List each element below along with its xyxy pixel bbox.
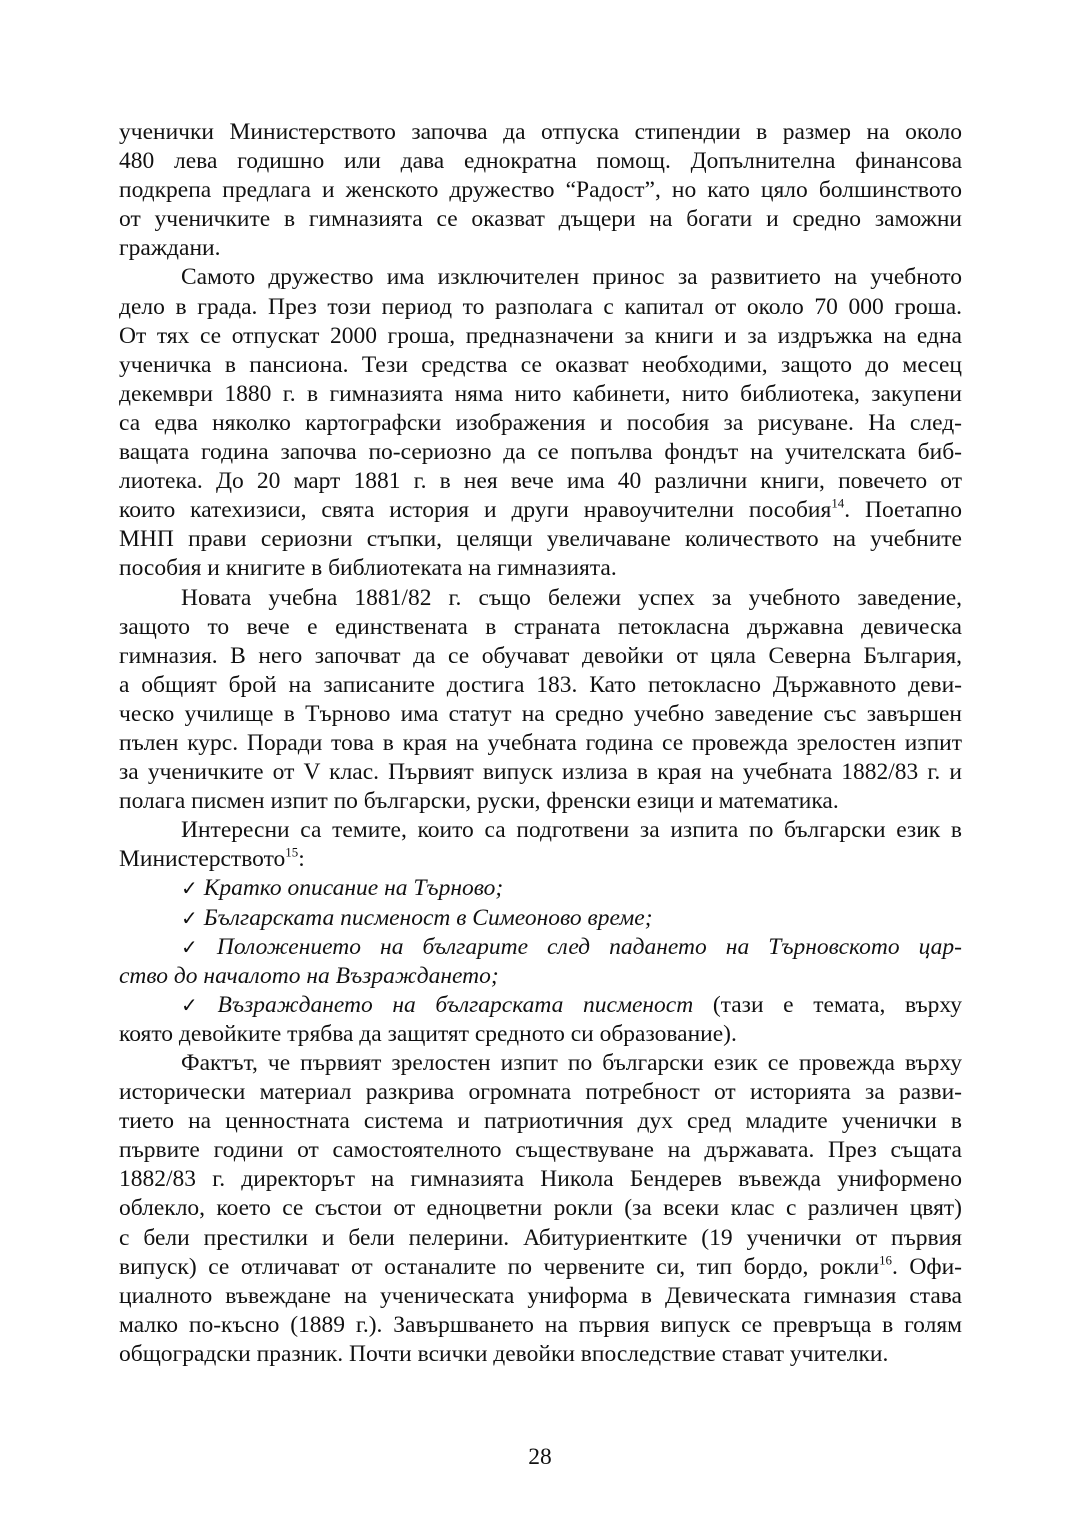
text-line: с бели престилки и бели пелерини. Абитуриентките (19 ученички от първия [119,1224,962,1251]
text-line: Фактът, че първият зрелостен изпит по български език се провежда върху [181,1050,962,1076]
text-line: ческо училище в Търново има статут на средно учебно заведение със завършен [119,700,962,727]
text-line: малко по-късно (1889 г.). Завършването на първия випуск се превръща в голям [119,1311,962,1338]
text-line: циалното въвеждане на ученическата униформа в Девическата гимназия става [119,1282,962,1309]
exam-topic-item [119,933,962,962]
text-line: МНП прави сериозни стъпки, целящи увеличаване количеството на учебните [119,526,962,553]
text-line: пълен курс. Поради това в края на учебната година се провежда зрелостен изпит [119,729,962,756]
line-text: . Офи- [892,1253,962,1280]
text-line: облекло, което се състои от едноцветни рокли (за всеки клас с различен цвят) [119,1195,962,1222]
page-number: 28 [528,1444,552,1470]
line-text: Министерството [119,846,286,873]
paragraph-4 [119,816,962,874]
text-line [119,496,962,525]
text-line: от ученичките в гимназията се оказват дъщери на богати и средно заможни [119,206,962,233]
checkmark-icon: ✓ [181,992,212,1017]
text-line: гимназия. В него започват да се обучават девойки от цяла Северна България, [119,642,962,669]
exam-topic-item [119,904,962,933]
paragraph-5 [119,1049,962,1369]
text-line: ученички Министерството започва да отпуска стипендии в размер на около [119,119,962,145]
text-line: граждани. [119,235,221,262]
text-line: Интересни са темите, които са подготвени за изпита по български език в [181,817,962,844]
text-line: ващата година започва по-сериозно да се попълва фондът на учителската биб- [119,439,962,466]
exam-topics-list [119,874,962,1049]
exam-topic-item-continuation: която девойките трябва да защитят средното си образование). [119,1020,737,1047]
text-line: тието на ценностната система и патриотичния дух сред младите ученички в [119,1108,962,1135]
text-line: полага писмен изпит по български, руски, френски езици и математика. [119,788,839,815]
text-line: исторически материал разкрива огромната потребност от историята за разви- [119,1079,962,1106]
checkmark-icon: ✓ [181,905,198,930]
text-line: 480 лева годишно или дава еднократна помощ. Допълнителна финансова [119,148,962,175]
checkmark-icon: ✓ [181,934,211,959]
text-line: за ученичките от V клас. Първият випуск излиза в края на учебната 1882/83 г. и [119,759,962,786]
line-text: випуск) се отличават от останалите по червените си, тип бордо, рокли [119,1253,880,1280]
topic-text: Българската писменост в Симеоново време; [203,904,653,931]
text-line: 1882/83 г. директорът на гимназията Никола Бендерев въвежда униформено [119,1166,962,1193]
text-line: лиотека. До 20 март 1881 г. в нея вече има 40 различни книги, повечето от [119,468,962,495]
topic-text: Възраждането на българската писменост [217,991,694,1018]
paragraph-2 [119,263,962,583]
footnote-ref-14[interactable]: 14 [831,495,845,511]
topic-text: Положението на българите след падането на Търновското цар- [216,933,962,960]
text-line: Новата учебна 1881/82 г. също бележи успех за учебното заведение, [181,584,962,611]
text-line: защото то вече е единствената в страната петокласна държавна девическа [119,613,962,640]
text-line: дело в града. През този период то разполага с капитал от около 70 000 гроша. [119,293,962,320]
text-line: подкрепа предлага и женското дружество “Радост”, но като цяло болшинството [119,177,962,204]
text-line [119,1253,962,1282]
line-text: които катехизиси, свята история и други нравоучителни пособия [119,497,832,524]
paragraph-1 [119,118,962,263]
exam-topic-item [119,991,962,1020]
exam-topic-item-continuation: ство до началото на Възраждането; [119,962,499,989]
text-line: а общият брой на записаните достига 183. Като петокласно Държавното деви- [119,671,962,698]
text-line: са едва няколко картографски изображения и пособия за рисуване. На след- [119,409,962,436]
checkmark-icon: ✓ [181,876,198,901]
line-text: : [298,846,305,873]
paragraph-3 [119,584,962,817]
text-line: декември 1880 г. в гимназията няма нито кабинети, нито библиотека, закупени [119,380,962,407]
text-line: първите години от самостоятелното съществуване на държавата. През същата [119,1137,962,1164]
text-line: пособия и книгите в библиотеката на гимназията. [119,555,617,582]
line-text: . Поетапно [844,497,962,524]
text-line: Самото дружество има изключителен принос за развитието на учебното [181,264,962,291]
exam-topic-item [119,874,962,903]
text-line: ученичка в пансиона. Тези средства се оказват необходими, защото до месец [119,351,962,378]
footnote-ref-16[interactable]: 16 [879,1251,892,1267]
topic-text: Кратко описание на Търново; [203,875,504,902]
body-text [119,118,962,1369]
text-line: От тях се отпускат 2000 гроша, предназначени за книги и за издръжка на една [119,322,962,349]
topic-note: (тази е темата, върху [693,991,963,1018]
footnote-ref-15[interactable]: 15 [285,844,299,860]
text-line: общоградски празник. Почти всички девойки впоследствие стават учителки. [119,1340,889,1367]
text-line [119,845,962,874]
